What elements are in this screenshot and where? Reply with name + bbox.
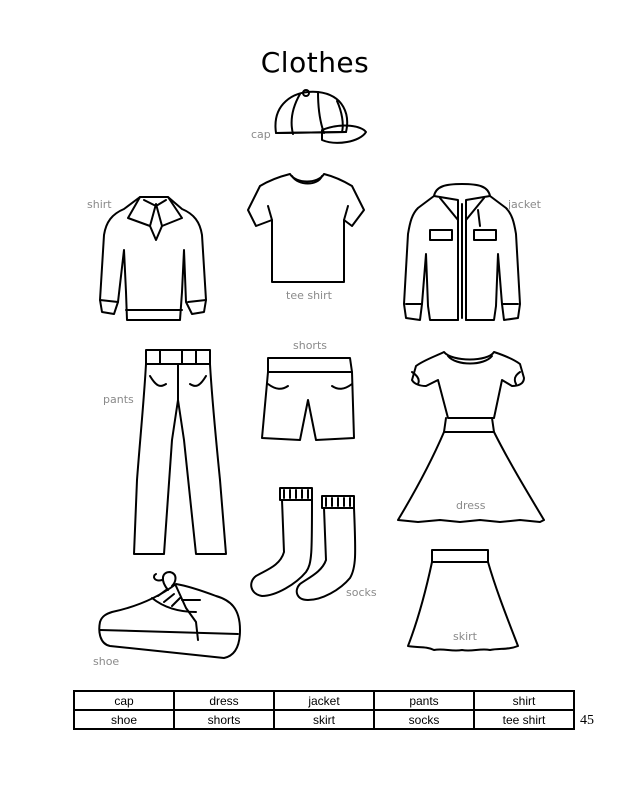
word-bank-cell: cap [74, 691, 174, 710]
label-shoe: shoe [93, 655, 120, 668]
word-bank-cell: pants [374, 691, 474, 710]
word-bank-table [73, 690, 575, 730]
word-bank-row [74, 691, 574, 710]
cap-drawing [275, 90, 366, 143]
shirt-drawing [100, 197, 206, 320]
page-title: Clothes [260, 46, 370, 79]
label-tee-shirt: tee shirt [286, 289, 332, 302]
pants-drawing [134, 350, 226, 554]
word-bank-cell: shoe [74, 710, 174, 729]
jacket-drawing [404, 184, 520, 320]
word-bank-cell: jacket [274, 691, 374, 710]
tee-shirt-drawing [248, 174, 364, 282]
word-bank-cell: shorts [174, 710, 274, 729]
page-number: 45 [580, 713, 594, 728]
dress-drawing [398, 352, 544, 522]
label-shorts: shorts [293, 339, 327, 352]
label-shirt: shirt [87, 198, 112, 211]
word-bank-cell: shirt [474, 691, 574, 710]
word-bank-cell: socks [374, 710, 474, 729]
word-bank-row [74, 710, 574, 729]
label-skirt: skirt [453, 630, 477, 643]
label-jacket: jacket [508, 198, 541, 211]
label-pants: pants [103, 393, 134, 406]
shoe-drawing [99, 572, 240, 658]
word-bank-cell: tee shirt [474, 710, 574, 729]
label-cap: cap [251, 128, 271, 141]
label-socks: socks [346, 586, 377, 599]
shorts-drawing [262, 358, 354, 440]
word-bank-cell: skirt [274, 710, 374, 729]
label-dress: dress [456, 499, 486, 512]
word-bank-cell: dress [174, 691, 274, 710]
socks-drawing [251, 488, 355, 600]
